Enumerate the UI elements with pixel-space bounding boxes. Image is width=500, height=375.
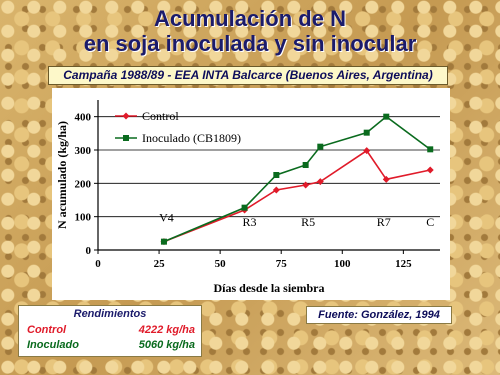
x-tick-label: 50 [214, 258, 226, 270]
x-tick-label: 25 [153, 258, 165, 270]
title-line-2: en soja inoculada y sin inocular [83, 31, 417, 56]
stage-label-v4: V4 [159, 210, 174, 225]
x-tick-label: 75 [275, 258, 287, 270]
legend-label: Inoculado (CB1809) [142, 131, 241, 145]
y-tick-label: 400 [74, 111, 91, 124]
page-title [0, 6, 500, 56]
y-axis-label: N acumulado (kg/ha) [55, 120, 69, 230]
data-point-inoculado [242, 205, 248, 211]
yield-box [18, 305, 202, 357]
subtitle-banner: Campaña 1988/89 - EEA INTA Balcarce (Buenos Aires, Argentina) [48, 66, 448, 85]
stage-label-r3: R3 [242, 215, 257, 229]
yield-title: Rendimientos [73, 308, 147, 320]
data-point-inoculado [161, 239, 167, 245]
yield-row-control [27, 324, 195, 338]
data-point-inoculado [383, 114, 389, 120]
yield-row-inoculado [27, 339, 195, 353]
legend-marker-control [123, 113, 130, 120]
yield-label-inoculado: Inoculado [27, 339, 79, 351]
data-point-inoculado [273, 172, 279, 178]
nitrogen-chart [52, 88, 450, 300]
y-tick-label: 200 [74, 178, 91, 191]
source-citation: Fuente: González, 1994 [306, 306, 452, 324]
legend-marker-inoculado [123, 135, 129, 141]
data-point-inoculado [303, 162, 309, 168]
y-tick-label: 0 [85, 245, 91, 257]
chart-panel [52, 88, 450, 300]
legend-label: Control [142, 109, 179, 123]
yield-label-control: Control [27, 324, 67, 336]
title-line-1: Acumulación de N [154, 6, 346, 31]
stage-label-r7: R7 [376, 215, 391, 229]
x-tick-label: 125 [395, 258, 412, 270]
y-tick-label: 100 [74, 211, 91, 224]
x-tick-label: 100 [334, 258, 351, 270]
data-point-control [427, 167, 434, 174]
yield-value-control: 4222 kg/ha [138, 324, 195, 336]
stage-label-r5: R5 [301, 215, 316, 229]
x-tick-label: 0 [95, 258, 101, 270]
y-tick-label: 300 [74, 145, 91, 157]
data-point-control [302, 182, 309, 189]
x-axis-label: Días desde la siembra [213, 281, 325, 295]
yield-value-inoculado: 5060 kg/ha [138, 339, 195, 351]
data-point-inoculado [364, 130, 370, 136]
data-point-inoculado [317, 144, 323, 150]
stage-label-c: C [426, 215, 435, 229]
data-point-inoculado [427, 146, 433, 152]
